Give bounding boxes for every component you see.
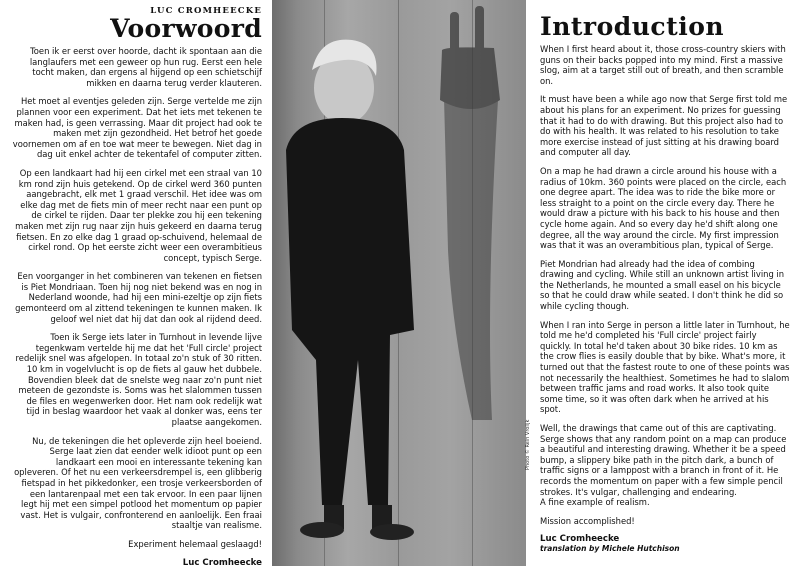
foreword-paragraph: Toen ik er eerst over hoorde, dacht ik spontaan aan die langlaufers met een geweer op hun rug. Eerst een hele tocht maken, dan ergens al hijgend op een schietschijf mikken en daarna terug verder klauteren. [29,46,262,88]
photo-credit: Photo © Rein Vrolijk [525,419,531,470]
foreword-paragraph: Een voorganger in het combineren van tekenen en fietsen is Piet Mondriaan. Toen hij nog niet bekend was en nog in Nederland woonde, had hij een mini-ezeltje op zijn fiets gemonteerd om al zittend tekeningen te kunnen maken. Ik geloof wel niet dat hij dat dan ook al rijdend deed. [15,271,262,324]
introduction-closing: Mission accomplished! [540,515,635,526]
dutch-foreword-column [12,6,262,568]
foreword-paragraph: Op een landkaart had hij een cirkel met een straal van 10 km rond zijn huis getekend. Op de cirkel werd 360 punten aangebracht, elk met 1 graad verschil. Het idee was om elke dag met de fiets min of meer recht naar een punt op de cirkel te rijden. Daar ter plekke zou hij een tekening maken met zijn rug naar zijn huis gekeerd en daarna terug fietsen. En zo elke dag 1 graad op-schuivend, helemaal de cirkel rond. Op het eerste zicht weer een overambitieus concept, typisch Serge. [15,167,262,263]
foreword-paragraph: Het moet al eventjes geleden zijn. Serge vertelde me zijn plannen voor een experiment. Dat het iets met tekenen te maken had, is geen verrassing. Maar dit project had ook te maken met zijn gezondheid. Het betrof het goede voornemen om af en toe wat meer te bewegen. Niet dag in dag uit enkel achter de tekentafel of computer zitten. [12,96,262,160]
introduction-paragraph: Well, the drawings that came out of this are captivating. Serge shows that any random point on a map can produce a beautiful and interesting drawing. Whether it be a speed bump, a slippery bike path in the pitch dark, a bunch of traffic signs or a lamppost with a branch in front of it. He records the momentum on paper with a few simple pencil strokes. It's vulgar, challenging and endearing. A fine example of realism. [540,423,787,508]
english-introduction-column [540,6,790,562]
introduction-title: Introduction [540,12,725,41]
introduction-paragraph: When I first heard about it, those cross-country skiers with guns on their backs popped into my mind. First a massive slog, aim at a target still out of breath, and then scramble on. [540,44,786,86]
translator-credit: translation by Michele Hutchison [540,544,680,554]
foreword-closing: Experiment helemaal geslaagd! [128,538,262,549]
foreword-paragraph: Toen ik Serge iets later in Turnhout in levende lijve tegenkwam vertelde hij me dat het 'Full circle' project redelijk snel was afgelopen. In totaal zo'n stuk of 30 ritten. 10 km in vogelvlucht is op de fiets al gauw het dubbele. Bovendien bleek dat de snelste weg naar zo'n punt niet meteen de gezondste is. Soms was het slalommen tussen de files en wegenwerken door. Het nam ook redelijk wat tijd in beslag waardoor het vaak al donker was, eens ter plaatse aangekomen. [15,332,262,427]
introduction-signoff: Luc Cromheecke [540,534,620,545]
wall-hand-drawing [440,6,500,420]
introduction-paragraph: On a map he had drawn a circle around his house with a radius of 10km. 360 points were placed on the circle, each one degree apart. The idea was to ride the bike more or less straight to a point on the circle every day. There he would draw a picture with his back to his house and then cycle home again. And so every day he'd shift along one degree, all the way around the circle. My first impression was that it was an overambitious plan, typical of Serge. [540,165,787,251]
introduction-paragraph: Piet Mondrian had already had the idea of combing drawing and cycling. While still an unknown artist living in the Netherlands, he mounted a small easel on his bicycle so that he could draw while seated. I don't think he did so while cycling though. [540,258,785,312]
foreword-paragraph: Nu, de tekeningen die het opleverde zijn heel boeiend. Serge laat zien dat eender welk idioot punt op een landkaart een mooi en interessante tekening kan opleveren. Of het nu een verkeersdrempel is, een glibberig fietspad in het pikkedonker, een trosje verkeersborden of een lantarenpaal met een tak ervoor. In een paar lijnen legt hij met een simpel potlood het momentum op papier vast. Het is vulgair, confronterend en aanloelijk. Een fraai staaltje van realisme. [14,435,262,531]
foreword-title: Voorwoord [110,14,262,43]
introduction-paragraph: It must have been a while ago now that Serge first told me about his plans for an experiment. No prizes for guessing that it had to do with drawing. But this project also had to do with his health. It was related to his resolution to take more exercise instead of just sitting at his drawing board and computer all day. [540,94,788,158]
author-photo [272,0,526,566]
man-figure [286,40,414,540]
foreword-signoff: Luc Cromheecke [182,557,262,568]
photo-illustration [272,0,526,566]
author-header: LUC CROMHEECKE [150,6,262,16]
introduction-paragraph: When I ran into Serge in person a little later in Turnhout, he told me he'd completed his 'Full circle' project fairly quickly. In total he'd taken about 30 bike rides. 10 km as the crow flies is easily double that by bike. What's more, it turned out that the fastest route to one of these points was not necessarily the healthiest. Sometimes he had to slalom between traffic jams and road works. It also took quite some time, so it was often dark when he arrived at his spot. [540,319,790,415]
